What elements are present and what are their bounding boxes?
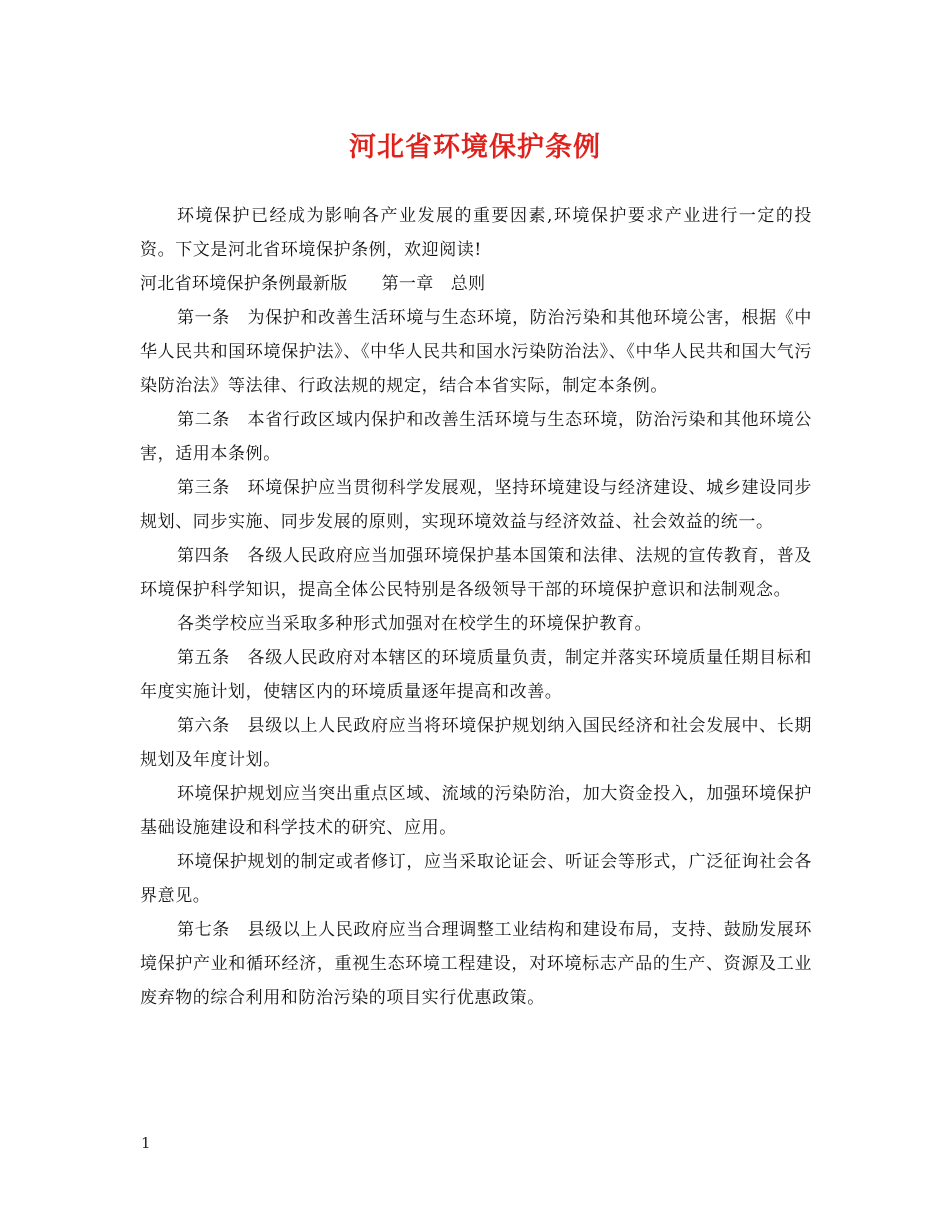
article-3: 第三条 环境保护应当贯彻科学发展观，坚持环境建设与经济建设、城乡建设同步规划、同步实施、同步发展的原则，实现环境效益与经济效益、社会效益的统一。 — [140, 478, 812, 532]
article-5: 第五条 各级人民政府对本辖区的环境质量负责，制定并落实环境质量任期目标和年度实施计划，使辖区内的环境质量逐年提高和改善。 — [140, 648, 812, 702]
article-6: 第六条 县级以上人民政府应当将环境保护规划纳入国民经济和社会发展中、长期规划及年度计划。 — [140, 716, 812, 770]
subheading-line — [140, 267, 812, 301]
page-number: 1 — [141, 1134, 151, 1152]
article-4-clause-2: 各类学校应当采取多种形式加强对在校学生的环境保护教育。 — [177, 614, 653, 634]
article-6-clause-2: 环境保护规划应当突出重点区域、流域的污染防治，加大资金投入，加强环境保护基础设施建设和科学技术的研究、应用。 — [140, 784, 812, 838]
chapter-heading: 第一章 总则 — [381, 274, 486, 294]
article-2: 第二条 本省行政区域内保护和改善生活环境与生态环境，防治污染和其他环境公害，适用本条例。 — [140, 410, 812, 464]
article-1: 第一条 为保护和改善生活环境与生态环境，防治污染和其他环境公害，根据《中华人民共和国环境保护法》、《中华人民共和国水污染防治法》、《中华人民共和国大气污染防治法》等法律、行政法规的规定，结合本省实际，制定本条例。 — [140, 308, 812, 396]
article-4: 第四条 各级人民政府应当加强环境保护基本国策和法律、法规的宣传教育，普及环境保护科学知识，提高全体公民特别是各级领导干部的环境保护意识和法制观念。 — [140, 546, 812, 600]
intro-paragraph: 环境保护已经成为影响各产业发展的重要因素,环境保护要求产业进行一定的投资。下文是河北省环境保护条例，欢迎阅读! — [140, 206, 812, 260]
document-body — [140, 199, 812, 1015]
article-6-clause-3: 环境保护规划的制定或者修订，应当采取论证会、听证会等形式，广泛征询社会各界意见。 — [140, 852, 812, 906]
article-7: 第七条 县级以上人民政府应当合理调整工业结构和建设布局，支持、鼓励发展环境保护产业和循环经济，重视生态环境工程建设，对环境标志产品的生产、资源及工业废弃物的综合利用和防治污染的项目实行优惠政策。 — [140, 920, 812, 1008]
subheading-version: 河北省环境保护条例最新版 — [140, 274, 348, 294]
document-title: 河北省环境保护条例 — [349, 132, 601, 163]
